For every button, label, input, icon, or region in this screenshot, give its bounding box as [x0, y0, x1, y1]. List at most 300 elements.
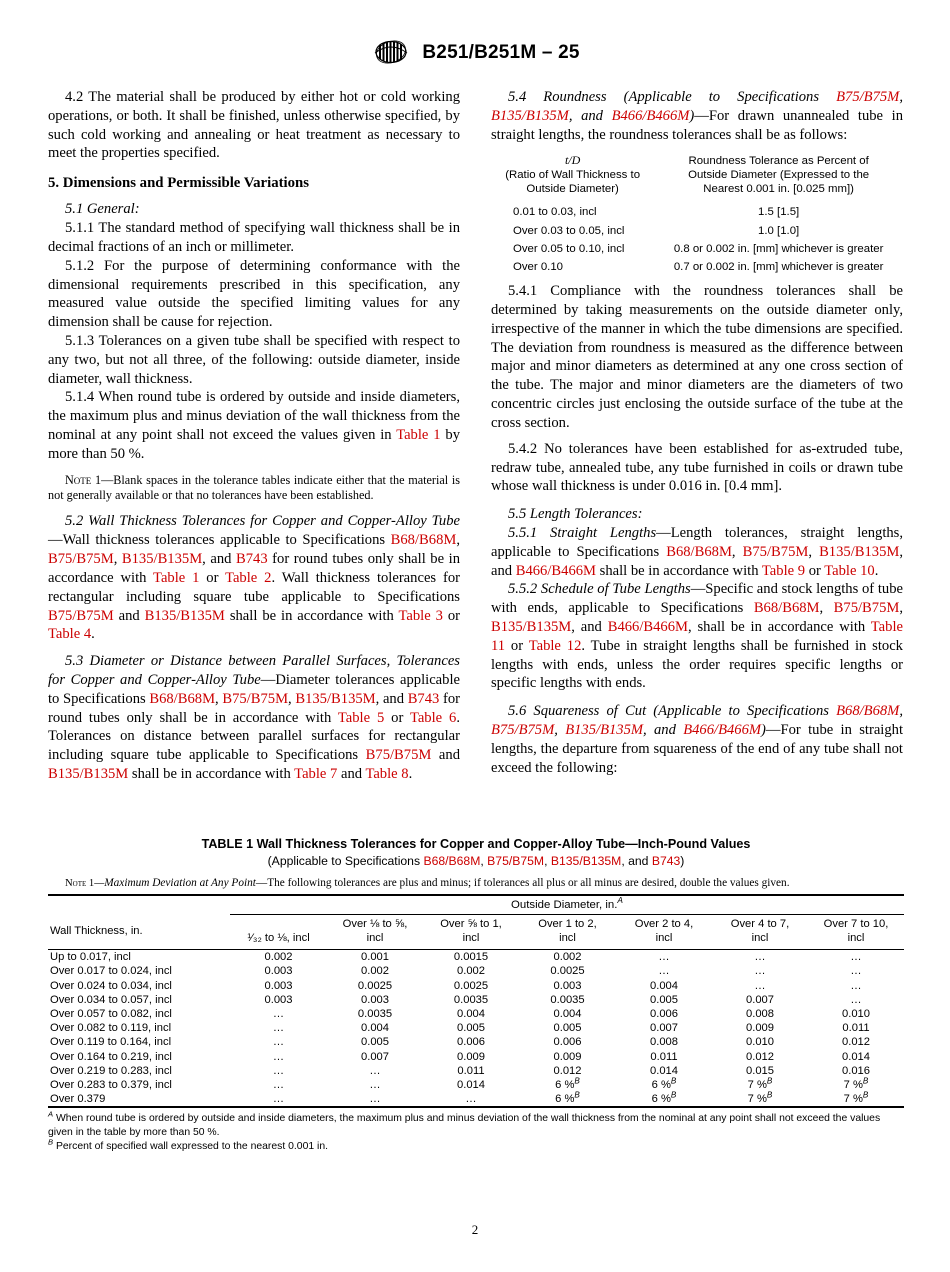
paragraph-5-4-2: 5.4.2 No tolerances have been established for as-extruded tube, redraw tube, annealed tube, any tube furnished in coils or drawn tube whose wall thickness is under 0.016 in. [0.4 mm]. [491, 440, 903, 495]
table-1-value-cell: … [272, 1007, 285, 1020]
col-h2-l2: incl [366, 931, 384, 944]
table-1-value-cell: 0.011 [650, 1050, 678, 1063]
t1-note-label: Note 1 [65, 878, 95, 890]
table-row [48, 978, 904, 992]
footnote-a-text: When round tube is ordered by outside and inside diameters, the maximum plus and minus deviation of the wall thickness from the nominal at any point shall not exceed the values given in the table by more than 50 %. [48, 1113, 881, 1138]
note-1-left [48, 473, 460, 504]
link-table-1b[interactable]: Table 1 [153, 569, 200, 586]
link-b68-b68m[interactable]: B68/B68M [390, 532, 457, 549]
table-1-value-cell: 0.007 [746, 993, 774, 1006]
table-row [48, 1021, 904, 1035]
link-b135-b135m-r2[interactable]: B135/B135M [819, 543, 900, 560]
link-table-6[interactable]: Table 6 [409, 709, 457, 726]
table-row [48, 1049, 904, 1063]
document-title: B251/B251M – 25 [422, 42, 580, 63]
table-1-col-header-1 [230, 915, 327, 950]
roundness-tolerance-cell: 1.5 [1.5] [758, 206, 800, 219]
paragraph-5-6 [491, 702, 903, 777]
link-b743[interactable]: B743 [236, 551, 268, 568]
table-1-value-cell: 0.010 [746, 1036, 774, 1049]
table-1-value-cell: 0.0035 [357, 1007, 393, 1020]
col-h3-l1: Over ⅝ to 1, [440, 918, 502, 931]
p52-t5: for round tubes only shall be in accordance with [48, 551, 460, 586]
table-1-value-cell: … [850, 965, 862, 978]
link-b466-b466m-r3[interactable]: B466/B466M [607, 619, 688, 636]
link-table-8[interactable]: Table 8 [365, 766, 409, 783]
link-b135-b135m-t1[interactable]: B135/B135M [550, 854, 622, 868]
p56-c: , [554, 722, 566, 739]
table-1-value-cell: 0.005 [553, 1022, 582, 1035]
table-1-wall-thickness-cell: Over 0.017 to 0.024, incl [50, 965, 172, 978]
link-b68-b68m-t1[interactable]: B68/B68M [423, 854, 481, 868]
od-head-text: Outside Diameter, in. [511, 899, 618, 912]
col-h1-l1: ¹⁄₃₂ to ⅛, incl [247, 931, 310, 944]
roundness-col2-line2: Outside Diameter (Expressed to the [688, 169, 870, 182]
roundness-tolerance-cell: 1.0 [1.0] [758, 224, 800, 237]
table-1-value-cell: 0.001 [361, 951, 389, 964]
p52-t2: , [456, 532, 460, 549]
table-1-value-cell: 0.005 [457, 1022, 485, 1035]
p54-e: —For drawn unannealed tube in straight lengths, the roundness tolerances shall be as follows: [491, 107, 903, 143]
link-b135-b135m-r3[interactable]: B135/B135M [491, 619, 572, 636]
table-1-value-cell: 0.008 [650, 1036, 678, 1049]
table-1-value-cell: 0.011 [457, 1064, 485, 1077]
table-row [48, 1035, 904, 1049]
table-1-value-cell: 0.009 [457, 1050, 485, 1063]
paragraph-5-3 [48, 652, 460, 784]
table-1-value-cell: … [850, 993, 862, 1006]
p552-title: 5.5.2 Schedule of Tube Lengths [508, 581, 691, 598]
table-1-value-cell: 0.004 [457, 1007, 485, 1020]
link-b75-b75m-r2[interactable]: B75/B75M [742, 543, 809, 560]
table-1-wall-thickness-cell: Over 0.034 to 0.057, incl [50, 993, 172, 1006]
table-1-value-cell: 0.006 [553, 1036, 582, 1049]
link-b75-b75m-r4[interactable]: B75/B75M [491, 722, 555, 739]
table-1-col-header-4 [519, 915, 616, 950]
footnote-marker: B [766, 1090, 773, 1100]
link-b743-t1[interactable]: B743 [651, 854, 681, 868]
p52-t9: shall be in accordance with [224, 607, 399, 624]
link-b68-b68m-r4[interactable]: B68/B68M [836, 703, 900, 720]
t1-sub-s3: , and [621, 854, 652, 868]
p53-t8: and [431, 747, 460, 764]
table-1-value-cell: … [850, 951, 862, 964]
p53-title: 5.3 Diameter or Distance between Parallel Surfaces, Tolerances for Copper and Copper-Alloy Tube [48, 653, 460, 688]
table-1-value-cell: 0.012 [553, 1064, 582, 1077]
table-1-value-cell: … [754, 979, 766, 992]
table-1-corner-cell [48, 896, 230, 915]
table-1-value-cell: 0.002 [553, 951, 582, 964]
p52-t10: or [442, 607, 460, 624]
paragraph-5-1: 5.1 General: [65, 201, 140, 218]
col-h2-l1: Over ⅛ to ⅝, [342, 918, 408, 931]
link-b135-b135m-2[interactable]: B135/B135M [144, 607, 225, 624]
link-b68-b68m-r3[interactable]: B68/B68M [753, 600, 820, 617]
table-row [48, 1078, 904, 1092]
table-1-value-cell: 0.0015 [453, 951, 489, 964]
table-row [48, 993, 904, 1007]
table-1-value-cell: 0.002 [264, 951, 293, 964]
p52-title: 5.2 Wall Thickness Tolerances for Copper and Copper-Alloy Tube [65, 513, 460, 530]
p551-t5: shall be in accordance with [596, 562, 762, 579]
paragraph-5-1-1: 5.1.1 The standard method of specifying wall thickness shall be in decimal fractions of an inch or millimeter. [48, 220, 460, 255]
table-1-value-cell: … [850, 979, 862, 992]
table-1-value-cell: … [754, 951, 766, 964]
table-row [491, 203, 903, 221]
table-1-value-cell: … [369, 1064, 381, 1077]
p514-text-b: by more than 50 %. [48, 427, 460, 462]
p52-t3: , [113, 551, 122, 568]
roundness-col1-line3: Outside Diameter) [526, 183, 619, 196]
col-h3-l2: incl [462, 931, 480, 944]
paragraph-4-2: 4.2 The material shall be produced by either hot or cold working operations, or both. It shall be finished, unless otherwise specified, by such cold working and annealing or heat treatment as necessary to meet the properties specified. [48, 89, 460, 162]
table-1-wall-thickness-cell: Over 0.219 to 0.283, incl [50, 1064, 172, 1077]
p53-t9: shall be in accordance with [128, 766, 295, 783]
table-1-value-cell: 0.008 [746, 1007, 774, 1020]
col-h4-l1: Over 1 to 2, [538, 918, 597, 931]
table-1-value-cell: … [658, 951, 670, 964]
roundness-tolerance-cell: 0.8 or 0.002 in. [mm] whichever is greater [673, 242, 884, 255]
p552-t5: , shall be in accordance with [688, 619, 871, 636]
p552-t3: , [899, 600, 904, 617]
table-1-wall-thickness-cell: Over 0.024 to 0.034, incl [50, 979, 172, 992]
table-1-value-cell: 0.003 [553, 979, 582, 992]
table-1-value-cell: 0.002 [361, 965, 389, 978]
roundness-ratio-cell: Over 0.03 to 0.05, incl [513, 224, 625, 237]
footnote-marker: B [670, 1090, 677, 1100]
footnote-a-marker: A [48, 1109, 54, 1119]
p53-t6: or [384, 709, 410, 726]
col-h5-l1: Over 2 to 4, [634, 918, 694, 931]
table-1-value-cell: 0.009 [553, 1050, 582, 1063]
table-1 [48, 894, 904, 1108]
link-b75-b75m-t1[interactable]: B75/B75M [487, 854, 545, 868]
table-1-value-cell: 0.003 [264, 965, 293, 978]
link-b68-b68m-r2[interactable]: B68/B68M [666, 543, 732, 560]
link-b135-b135m[interactable]: B135/B135M [121, 551, 203, 568]
link-b75-b75m-4[interactable]: B75/B75M [365, 747, 432, 764]
table-1-value-cell: 0.005 [650, 993, 678, 1006]
roundness-col2-header [654, 153, 903, 203]
table-1-value-cell: 7 %$^B$ [747, 1090, 773, 1106]
paragraph-5-1-3: 5.1.3 Tolerances on a given tube shall be specified with respect to any two, but not all three, of the following: outside diameter, inside diameter, wall thickness. [48, 333, 460, 387]
p53-t2: , [215, 690, 223, 707]
table-row [48, 950, 904, 965]
table-1-value-cell: 0.0025 [550, 965, 585, 978]
table-1-value-cell: … [272, 1064, 285, 1077]
link-b466-b466m-r1[interactable]: B466/B466M [611, 107, 690, 124]
page-number: 2 [471, 1222, 479, 1237]
table-1-group-header-row [48, 896, 904, 915]
table-1-bottom-rule [48, 1107, 904, 1108]
table-1-value-cell: … [369, 1078, 381, 1091]
table-row [48, 964, 904, 978]
table-1-wall-thickness-cell: Over 0.119 to 0.164, incl [50, 1036, 172, 1049]
table-1-value-cell: 0.004 [361, 1022, 389, 1035]
table-1-body [48, 950, 904, 1108]
p54-d: ) [689, 107, 695, 124]
table-1-subtitle [48, 853, 904, 869]
table-1-col-header-6 [712, 915, 808, 950]
footnote-b-marker: B [48, 1137, 54, 1147]
table-1-col-header-7 [808, 915, 904, 950]
table-row [491, 222, 903, 240]
table-1-value-cell: 0.005 [361, 1036, 389, 1049]
table-row [48, 1064, 904, 1078]
p52-t6: or [199, 569, 226, 586]
paragraph-5-2 [48, 512, 460, 644]
table-1-value-cell: 0.006 [457, 1036, 485, 1049]
paragraph-5-5-1 [491, 524, 903, 580]
table-1-value-cell: 0.007 [650, 1022, 678, 1035]
table-1-value-cell: 0.014 [650, 1064, 678, 1077]
p552-t6: or [505, 637, 529, 654]
table-1-wall-thickness-cell: Over 0.164 to 0.219, incl [50, 1050, 172, 1063]
table-1-wall-thickness-cell: Up to 0.017, incl [50, 951, 131, 964]
t1-sub-s2: , [544, 854, 551, 868]
table-1-note [48, 876, 904, 891]
p54-c: , and [568, 107, 612, 124]
link-b466-b466m-r2[interactable]: B466/B466M [515, 562, 597, 579]
p52-t4: , and [202, 551, 236, 568]
t1-sub-s1: , [480, 854, 488, 868]
link-b466-b466m-r4[interactable]: B466/B466M [683, 722, 762, 739]
roundness-tolerance-table [491, 153, 903, 276]
table-1-value-cell: … [272, 1036, 285, 1049]
col-h6-l1: Over 4 to 7, [730, 918, 790, 931]
p514-text-a: 5.1.4 When round tube is ordered by outside and inside diameters, the maximum plus and minus deviation of the wall thickness from the nominal at any point shall not exceed the values given in [48, 389, 460, 444]
right-column [491, 88, 903, 784]
table-1-value-cell: … [658, 965, 670, 978]
table-1-value-cell: 0.004 [553, 1007, 582, 1020]
link-b75-b75m-r3[interactable]: B75/B75M [833, 600, 900, 617]
note-label: Note 1 [65, 472, 102, 487]
table-1-value-cell: … [272, 1050, 285, 1063]
roundness-col1-header [491, 153, 654, 203]
p53-t10: and [337, 766, 366, 783]
p53-t3: , [288, 690, 296, 707]
t1-sub-post: ) [680, 854, 685, 868]
table-1-value-cell: 7 %$^B$ [843, 1076, 869, 1091]
table-1-value-cell: 0.014 [457, 1078, 485, 1091]
od-head-footnote-marker: A [617, 895, 623, 906]
heading-section-5: 5. Dimensions and Permissible Variations [48, 175, 310, 192]
table-1-value-cell: 0.012 [746, 1050, 774, 1063]
table-1-value-cell: 0.003 [361, 993, 389, 1006]
link-b135-b135m-r1[interactable]: B135/B135M [491, 107, 569, 124]
p551-t1: —Length tolerances, straight lengths, applicable to Specifications [491, 524, 903, 560]
two-column-body [48, 88, 904, 784]
table-row [48, 1092, 904, 1107]
paragraph-5-4 [491, 88, 903, 144]
link-table-2[interactable]: Table 2 [225, 569, 272, 586]
table-row [491, 240, 903, 258]
p551-t3: , [808, 543, 820, 560]
table-1-value-cell: 0.012 [842, 1036, 870, 1049]
table-1-footnotes [48, 1109, 904, 1153]
table-1-value-cell: 0.006 [650, 1007, 678, 1020]
roundness-ratio-cell: 0.01 to 0.03, incl [513, 206, 597, 219]
p53-t11: . [408, 766, 413, 783]
p552-t2: , [819, 600, 834, 617]
footnote-marker: B [670, 1076, 677, 1086]
table-row [48, 1007, 904, 1021]
p551-t7: . [874, 562, 879, 579]
footnote-a [48, 1109, 904, 1139]
table-1-value-cell: … [369, 1093, 381, 1106]
table-1-wall-thickness-header: Wall Thickness, in. [48, 915, 230, 950]
table-1-wall-thickness-cell: Over 0.057 to 0.082, incl [50, 1007, 172, 1020]
table-1-value-cell: 6 %$^B$ [651, 1076, 677, 1091]
table-1-col-header-2 [327, 915, 423, 950]
table-1-value-cell: 0.002 [457, 965, 485, 978]
link-table-12[interactable]: Table 12 [528, 637, 582, 654]
p56-d: , and [643, 722, 684, 739]
p52-t7: . Wall thickness tolerances for rectangular including square tube applicable to Specifications [48, 569, 460, 605]
p56-e: ) [761, 722, 766, 739]
p52-t8: and [113, 607, 145, 624]
link-table-11[interactable]: Table 11 [491, 619, 903, 654]
table-1-col-header-5 [616, 915, 712, 950]
paragraph-5-1-4 [48, 388, 460, 463]
roundness-ratio-cell: Over 0.10 [513, 261, 564, 274]
p551-t4: , and [491, 543, 904, 579]
p56-f: —For tube in straight lengths, the departure from squareness of the end of any tube shall not exceed the following: [491, 722, 903, 776]
p53-t7: . Tolerances on distance between parallel surfaces for rectangular including square tube applicable to Specifications [48, 709, 460, 764]
link-b743-3[interactable]: B743 [407, 690, 440, 707]
footnote-marker: B [574, 1090, 580, 1100]
note-body: —Blank spaces in the tolerance tables indicate either that the material is not generally available or that no tolerances have been established. [48, 472, 460, 503]
roundness-table-body [491, 203, 903, 276]
table-1-value-cell: 0.007 [361, 1050, 389, 1063]
p53-t4: , and [375, 690, 408, 707]
t1-sub-pre: (Applicable to Specifications [267, 854, 424, 868]
p53-t1: —Diameter tolerances applicable to Specifications [48, 671, 460, 707]
link-b135-b135m-3[interactable]: B135/B135M [295, 690, 376, 707]
table-1-value-cell: … [465, 1093, 477, 1106]
footnote-b [48, 1137, 904, 1154]
table-1-value-cell: 0.0035 [453, 993, 489, 1006]
col-h6-l2: incl [751, 931, 769, 944]
p56-a: 5.6 Squareness of Cut (Applicable to Specifications [508, 703, 837, 720]
paragraph-5-4-1: 5.4.1 Compliance with the roundness tolerances shall be determined by taking measurements on the outside diameter only, irrespective of the manner in which the tube dimensions are specified. The deviation from roundness is measured as the difference between major and minor diameters as determined at any one cross section of the tube. The major and minor diameters are the diameters of two concentric circles just enclosing the outside surface of the tube at the cross section. [491, 283, 903, 431]
p552-t1: —Specific and stock lengths of tube with ends, applicable to Specifications [491, 581, 903, 617]
roundness-col1-line2: (Ratio of Wall Thickness to [505, 169, 641, 182]
link-b75-b75m-2[interactable]: B75/B75M [48, 607, 114, 624]
table-1-value-cell: 0.0035 [550, 993, 585, 1006]
col-h4-l2: incl [559, 931, 576, 944]
table-1-value-cell: 0.004 [650, 979, 678, 992]
p551-t6: or [805, 562, 825, 579]
p552-t4: , and [571, 619, 608, 636]
p552-t7: . Tube in straight lengths shall be furnished in stock lengths with ends, unless the order requires specific lengths or specific lengths with ends. [491, 637, 903, 692]
roundness-tolerance-cell: 0.7 or 0.002 in. [mm] whichever is greater [673, 261, 884, 274]
table-1-wall-thickness-cell: Over 0.379 [50, 1093, 106, 1106]
footnote-marker: B [574, 1076, 580, 1086]
link-table-5[interactable]: Table 5 [337, 709, 385, 726]
roundness-ratio-cell: Over 0.05 to 0.10, incl [513, 242, 625, 255]
table-1-title: TABLE 1 Wall Thickness Tolerances for Copper and Copper-Alloy Tube—Inch-Pound Values [201, 837, 751, 851]
table-1-column-header-row [48, 915, 904, 950]
astm-logo-icon [370, 38, 412, 68]
p551-t2: , [731, 543, 743, 560]
link-b75-b75m-r1[interactable]: B75/B75M [836, 89, 900, 105]
p54-a: 5.4 Roundness (Applicable to Specifications [508, 89, 837, 105]
table-1-value-cell: … [272, 1022, 285, 1035]
p53-t5: for round tubes only shall be in accordance with [48, 690, 460, 726]
table-1-outside-diameter-header [230, 896, 904, 915]
table-1-value-cell: 6 %$^B$ [555, 1090, 580, 1106]
footnote-b-text: Percent of specified wall expressed to the nearest 0.001 in. [53, 1140, 328, 1152]
table-1-col-header-3 [423, 915, 519, 950]
table-1-value-cell: 6 %$^B$ [651, 1090, 677, 1106]
t1-note-body: —The following tolerances are plus and minus; if tolerances all plus or all minus are desired, double the values given. [255, 877, 790, 890]
p52-t11: . [91, 626, 95, 643]
footnote-marker: B [862, 1090, 869, 1100]
table-1-value-cell: … [754, 965, 766, 978]
document-header [0, 38, 950, 68]
link-table-1[interactable]: Table 1 [396, 427, 441, 444]
link-table-3[interactable]: Table 3 [398, 607, 443, 624]
table-1-wall-thickness-cell: Over 0.082 to 0.119, incl [50, 1022, 172, 1035]
table-1-wall-thickness-cell: Over 0.283 to 0.379, incl [50, 1078, 172, 1091]
link-b75-b75m[interactable]: B75/B75M [48, 551, 114, 568]
link-table-4[interactable]: Table 4 [48, 626, 92, 643]
table-1-value-cell: 0.0025 [357, 979, 393, 992]
table-1-value-cell: 7 %$^B$ [843, 1090, 869, 1106]
table-1-value-cell: 0.016 [842, 1064, 870, 1077]
col-h7-l1: Over 7 to 10, [823, 918, 889, 931]
link-b68-b68m-3[interactable]: B68/B68M [149, 690, 216, 707]
link-b75-b75m-3[interactable]: B75/B75M [222, 690, 289, 707]
table-1-value-cell: … [272, 1093, 285, 1106]
p56-b: , [899, 703, 903, 720]
p551-title: 5.5.1 Straight Lengths [508, 524, 657, 541]
table-1-value-cell: 0.011 [842, 1022, 870, 1035]
roundness-ratio-symbol: t/D [564, 153, 581, 168]
paragraph-5-1-2: 5.1.2 For the purpose of determining conformance with the dimensional requirements prescribed in this specification, any measured value outside the specified limiting values for any dimension shall be cause for rejection. [48, 257, 460, 331]
table-1-value-cell: 0.009 [746, 1022, 774, 1035]
table-1-value-cell: 0.015 [746, 1064, 774, 1077]
footnote-marker: B [862, 1076, 869, 1086]
col-h7-l2: incl [847, 931, 865, 944]
table-1-value-cell: 0.010 [842, 1007, 870, 1020]
table-1-value-cell: 7 %$^B$ [747, 1076, 773, 1091]
link-table-10[interactable]: Table 10 [824, 562, 875, 579]
table-1-value-cell: 0.003 [264, 979, 293, 992]
paragraph-5-5: 5.5 Length Tolerances: [508, 506, 643, 523]
table-1-value-cell: … [272, 1078, 285, 1091]
left-column [48, 88, 460, 784]
roundness-table-header-row [491, 153, 903, 203]
link-b135-b135m-4[interactable]: B135/B135M [48, 766, 129, 783]
roundness-col2-line1: Roundness Tolerance as Percent of [688, 155, 869, 168]
table-1-value-cell: 0.014 [842, 1050, 870, 1063]
link-b135-b135m-r4[interactable]: B135/B135M [565, 722, 644, 739]
link-table-7[interactable]: Table 7 [294, 766, 338, 783]
t1-note-em: —Maximum Deviation at Any Point [94, 877, 256, 890]
paragraph-5-5-2 [491, 580, 903, 693]
footnote-marker: B [766, 1076, 773, 1086]
table-1-value-cell: 0.0025 [453, 979, 489, 992]
link-table-9[interactable]: Table 9 [761, 562, 806, 579]
col-h5-l2: incl [655, 931, 673, 944]
table-1-block [48, 836, 904, 1153]
p52-t1: —Wall thickness tolerances applicable to Specifications [48, 532, 391, 549]
p54-b: , [899, 89, 903, 105]
table-1-value-cell: 6 %$^B$ [555, 1076, 580, 1091]
table-row [491, 258, 903, 276]
